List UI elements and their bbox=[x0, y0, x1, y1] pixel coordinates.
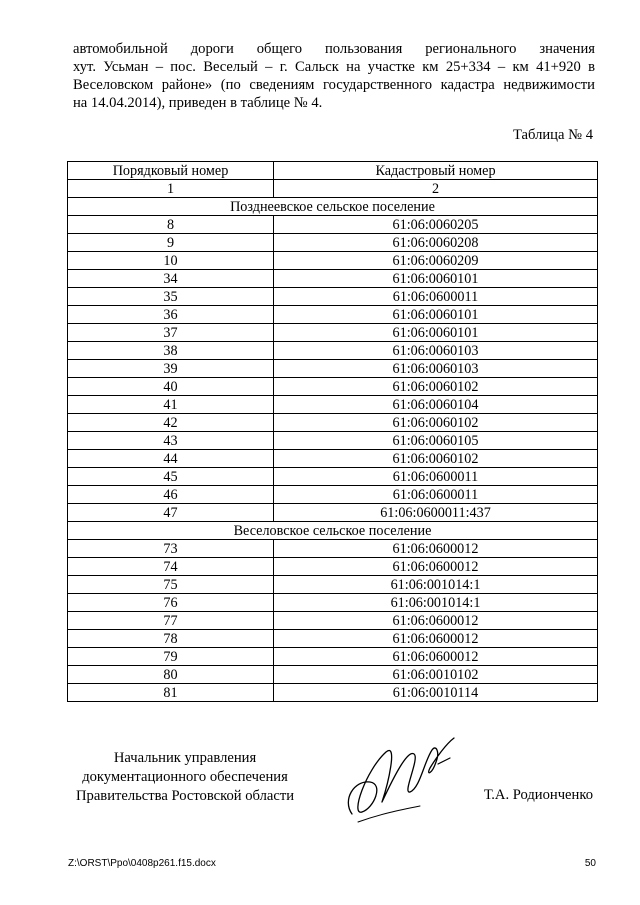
table-row bbox=[68, 216, 598, 234]
order-number-cell: 42 bbox=[68, 414, 274, 432]
intro-line-1: автомобильной дороги общего пользования регионального значения bbox=[73, 41, 595, 57]
cadastral-number-cell: 61:06:0060104 bbox=[274, 396, 598, 414]
cadastral-number-cell: 61:06:0060102 bbox=[274, 378, 598, 396]
order-number-cell: 41 bbox=[68, 396, 274, 414]
cadastral-number-cell: 61:06:001014:1 bbox=[274, 576, 598, 594]
page-number: 50 bbox=[584, 858, 596, 869]
signatory-line-1: Начальник управления bbox=[113, 750, 257, 766]
table-row bbox=[68, 630, 598, 648]
order-number-cell: 74 bbox=[68, 558, 274, 576]
footer-file-path: Z:\ORST\Ppo\0408p261.f15.docx bbox=[68, 858, 216, 869]
table-row bbox=[68, 252, 598, 270]
order-number-cell: 46 bbox=[68, 486, 274, 504]
cadastral-number-cell: 61:06:0600011:437 bbox=[274, 504, 598, 522]
order-number-cell: 75 bbox=[68, 576, 274, 594]
cadastral-number-cell: 61:06:0060208 bbox=[274, 234, 598, 252]
table-row bbox=[68, 378, 598, 396]
table-header-row bbox=[68, 162, 598, 180]
order-number-cell: 78 bbox=[68, 630, 274, 648]
cadastral-number-cell: 61:06:0060209 bbox=[274, 252, 598, 270]
order-number-cell: 38 bbox=[68, 342, 274, 360]
signatory-name: Т.А. Родионченко bbox=[483, 787, 593, 803]
intro-line-3: Веселовском районе» (по сведениям государственного кадастра недвижимости bbox=[73, 77, 595, 93]
order-number-cell: 44 bbox=[68, 450, 274, 468]
cadastral-number-cell: 61:06:0060103 bbox=[274, 360, 598, 378]
table-row bbox=[68, 486, 598, 504]
intro-paragraph bbox=[73, 40, 595, 112]
order-number-cell: 35 bbox=[68, 288, 274, 306]
table-caption: Таблица № 4 bbox=[513, 127, 593, 143]
signatory-line-2: документационного обеспечения bbox=[82, 769, 288, 785]
section-header-row bbox=[68, 198, 598, 216]
table-row bbox=[68, 468, 598, 486]
order-number-cell: 39 bbox=[68, 360, 274, 378]
cadastral-number-cell: 61:06:0060205 bbox=[274, 216, 598, 234]
table-row bbox=[68, 504, 598, 522]
table-row bbox=[68, 558, 598, 576]
cadastral-number-cell: 61:06:0600012 bbox=[274, 630, 598, 648]
cadastral-number-cell: 61:06:001014:1 bbox=[274, 594, 598, 612]
signatory-line-3: Правительства Ростовской области bbox=[75, 788, 295, 804]
table-row bbox=[68, 414, 598, 432]
table-row bbox=[68, 450, 598, 468]
table-row bbox=[68, 288, 598, 306]
section-title: Веселовское сельское поселение bbox=[68, 522, 598, 540]
cadastral-table bbox=[67, 161, 598, 702]
order-number-cell: 81 bbox=[68, 684, 274, 702]
intro-line-2: хут. Усьман – пос. Веселый – г. Сальск на участке км 25+334 – км 41+920 в bbox=[73, 59, 595, 75]
order-number-cell: 73 bbox=[68, 540, 274, 558]
order-number-cell: 36 bbox=[68, 306, 274, 324]
table-body bbox=[68, 198, 598, 702]
table-row bbox=[68, 234, 598, 252]
table-row bbox=[68, 612, 598, 630]
table-row bbox=[68, 594, 598, 612]
table-row bbox=[68, 360, 598, 378]
header-cadastral-number: Кадастровый номер bbox=[274, 162, 598, 180]
order-number-cell: 8 bbox=[68, 216, 274, 234]
table-row bbox=[68, 666, 598, 684]
order-number-cell: 40 bbox=[68, 378, 274, 396]
table-row bbox=[68, 648, 598, 666]
column-number-row bbox=[68, 180, 598, 198]
order-number-cell: 34 bbox=[68, 270, 274, 288]
cadastral-number-cell: 61:06:0060105 bbox=[274, 432, 598, 450]
table-row bbox=[68, 396, 598, 414]
order-number-cell: 80 bbox=[68, 666, 274, 684]
order-number-cell: 47 bbox=[68, 504, 274, 522]
table-row bbox=[68, 540, 598, 558]
table-row bbox=[68, 306, 598, 324]
table-row bbox=[68, 432, 598, 450]
column-number-2: 2 bbox=[274, 180, 598, 198]
cadastral-number-cell: 61:06:0060101 bbox=[274, 306, 598, 324]
cadastral-number-cell: 61:06:0060101 bbox=[274, 324, 598, 342]
cadastral-number-cell: 61:06:0600011 bbox=[274, 486, 598, 504]
order-number-cell: 45 bbox=[68, 468, 274, 486]
handwritten-signature bbox=[340, 722, 460, 832]
section-title: Позднеевское сельское поселение bbox=[68, 198, 598, 216]
cadastral-number-cell: 61:06:0060103 bbox=[274, 342, 598, 360]
cadastral-number-cell: 61:06:0600012 bbox=[274, 612, 598, 630]
cadastral-number-cell: 61:06:0060102 bbox=[274, 450, 598, 468]
order-number-cell: 77 bbox=[68, 612, 274, 630]
cadastral-number-cell: 61:06:0010102 bbox=[274, 666, 598, 684]
order-number-cell: 76 bbox=[68, 594, 274, 612]
table-row bbox=[68, 324, 598, 342]
table-row bbox=[68, 342, 598, 360]
table-row bbox=[68, 684, 598, 702]
order-number-cell: 37 bbox=[68, 324, 274, 342]
cadastral-number-cell: 61:06:0600012 bbox=[274, 648, 598, 666]
header-order-number: Порядковый номер bbox=[68, 162, 274, 180]
order-number-cell: 9 bbox=[68, 234, 274, 252]
table-row bbox=[68, 576, 598, 594]
cadastral-number-cell: 61:06:0600012 bbox=[274, 558, 598, 576]
cadastral-number-cell: 61:06:0600011 bbox=[274, 468, 598, 486]
cadastral-number-cell: 61:06:0060102 bbox=[274, 414, 598, 432]
order-number-cell: 43 bbox=[68, 432, 274, 450]
cadastral-number-cell: 61:06:0010114 bbox=[274, 684, 598, 702]
cadastral-number-cell: 61:06:0060101 bbox=[274, 270, 598, 288]
column-number-1: 1 bbox=[68, 180, 274, 198]
section-header-row bbox=[68, 522, 598, 540]
cadastral-number-cell: 61:06:0600011 bbox=[274, 288, 598, 306]
order-number-cell: 79 bbox=[68, 648, 274, 666]
cadastral-number-cell: 61:06:0600012 bbox=[274, 540, 598, 558]
table-row bbox=[68, 270, 598, 288]
intro-line-4: на 14.04.2014), приведен в таблице № 4. bbox=[73, 95, 323, 111]
signatory-position bbox=[60, 749, 310, 806]
order-number-cell: 10 bbox=[68, 252, 274, 270]
